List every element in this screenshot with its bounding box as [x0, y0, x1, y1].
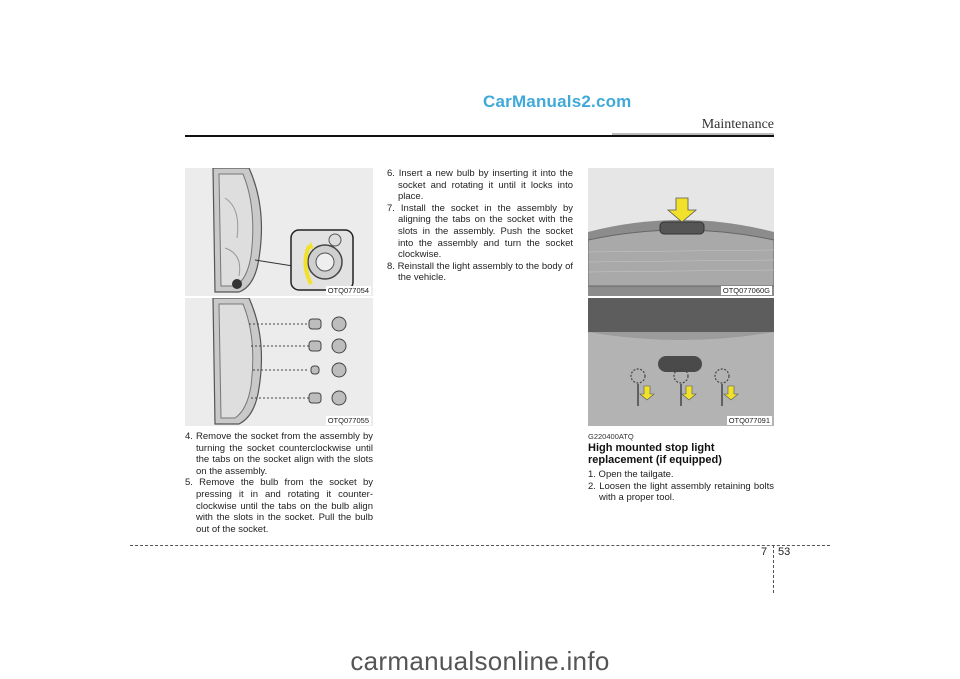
- retaining-bolts-illustration: [588, 298, 774, 426]
- site-watermark: carmanualsonline.info: [350, 646, 610, 676]
- figure-tail-lamp-socket: [185, 168, 373, 296]
- figure-retaining-bolts: [588, 298, 774, 426]
- figure-code: OTQ077060G: [722, 286, 770, 295]
- step-5: 5. Remove the bulb from the socket by pressing it in and rotating it counter-clockwise until the tabs on the bulb align with the slots in the socket. Pull the bulb out of the socket.: [185, 477, 373, 535]
- step-7: 7. Install the socket in the assembly by aligning the tabs on the socket with the slots in the assembly. Push the socket into the assembly and turn the socket clockwise.: [387, 202, 573, 261]
- steps-column-3: [588, 469, 774, 504]
- stop-light-location-illustration: [588, 168, 774, 296]
- step-2: 2. Loosen the light assembly retaining bolts with a proper tool.: [588, 480, 774, 504]
- figure-code: OTQ077091: [728, 416, 770, 425]
- section-title: Maintenance: [701, 117, 774, 132]
- step-1: 1. Open the tailgate.: [588, 469, 674, 480]
- footer-dashed-rule: [130, 545, 830, 546]
- step-6: 6. Insert a new bulb by inserting it into the socket and rotating it until it locks into place.: [387, 168, 573, 203]
- figure-stop-light-location: [588, 168, 774, 296]
- tail-lamp-socket-illustration: [185, 168, 373, 296]
- step-8: 8. Reinstall the light assembly to the body of the vehicle.: [387, 260, 573, 284]
- steps-column-1: [185, 431, 373, 535]
- chapter-number: 7: [761, 546, 768, 558]
- figure-code: OTQ077054: [327, 286, 369, 295]
- steps-column-2: [387, 168, 573, 284]
- figure-bulb-sockets: [185, 298, 373, 426]
- footer-vertical-rule: [773, 545, 775, 593]
- watermark-text: CarManuals2.com: [483, 92, 632, 111]
- page-number: 53: [778, 546, 791, 558]
- step-4: 4. Remove the socket from the assembly by turning the socket counterclockwise until the tabs on the socket align with the slots on the assembly.: [185, 431, 373, 477]
- bulb-sockets-illustration: [185, 298, 373, 426]
- section-heading: High mounted stop light replacement (if equipped): [588, 442, 722, 466]
- section-code: G220400ATQ: [588, 432, 634, 441]
- header-rule-accent: [612, 133, 774, 135]
- header-rule: [185, 135, 774, 137]
- figure-code: OTQ077055: [327, 416, 369, 425]
